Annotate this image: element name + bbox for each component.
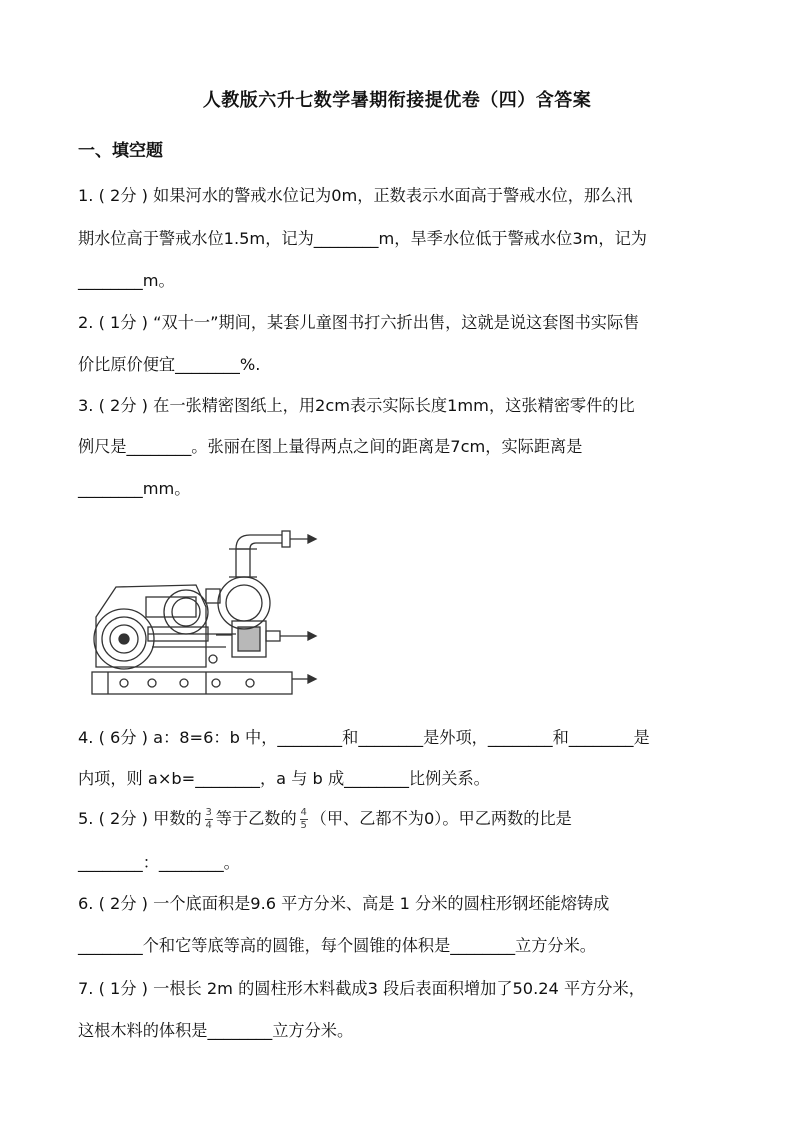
q2-line-2: 价比原价便宜________%.: [78, 355, 261, 374]
q5-fraction-2-numerator: 4: [300, 807, 307, 818]
q6-line-1: 6. ( 2分 ) 一个底面积是9.6 平方分米、高是 1 分米的圆柱形钢坯能熔铸成: [78, 894, 610, 913]
q5-line-1: [78, 808, 728, 831]
section-heading: 一、填空题: [78, 141, 163, 161]
q3-line-3: ________mm。: [78, 479, 191, 498]
q5-post: （甲、乙都不为0）。甲乙两数的比是: [310, 809, 572, 828]
q5-fraction-1-denominator: 4: [205, 820, 212, 831]
q5-mid: 等于乙数的: [215, 809, 297, 828]
q5-pre: 5. ( 2分 ) 甲数的: [78, 809, 202, 828]
q7-line-2: 这根木料的体积是________立方分米。: [78, 1021, 354, 1040]
machine-drawing-icon: [86, 527, 322, 699]
q6-line-2: ________个和它等底等高的圆锥，每个圆锥的体积是________立方分米。: [78, 936, 596, 955]
q3-line-1: 3. ( 2分 ) 在一张精密图纸上，用2cm表示实际长度1mm，这张精密零件的比: [78, 396, 635, 415]
q4-line-2: 内项，则 a×b=________，a 与 b 成________比例关系。: [78, 769, 490, 788]
q5-line-2: ________：________。: [78, 853, 240, 872]
q5-fraction-1-numerator: 3: [205, 807, 212, 818]
q5-fraction-2: [300, 808, 308, 831]
q1-line-1: 1. ( 2分 ) 如果河水的警戒水位记为0m，正数表示水面高于警戒水位，那么汛: [78, 186, 633, 205]
q1-line-3: ________m。: [78, 271, 175, 290]
q4-line-1: 4. ( 6分 ) a：8=6：b 中，________和________是外项，________和________是: [78, 728, 650, 747]
q1-line-2: 期水位高于警戒水位1.5m，记为________m，旱季水位低于警戒水位3m，记为: [78, 229, 647, 248]
q2-line-1: 2. ( 1分 ) “双十一”期间，某套儿童图书打六折出售，这就是说这套图书实际售: [78, 313, 640, 332]
q5-fraction-1: [205, 808, 213, 831]
q5-fraction-2-denominator: 5: [300, 820, 307, 831]
q3-line-2: 例尺是________。张丽在图上量得两点之间的距离是7cm，实际距离是: [78, 437, 583, 456]
q7-line-1: 7. ( 1分 ) 一根长 2m 的圆柱形木料截成3 段后表面积增加了50.24 平方分米，: [78, 979, 645, 998]
page-title: 人教版六升七数学暑期衔接提优卷（四）含答案: [202, 90, 592, 111]
